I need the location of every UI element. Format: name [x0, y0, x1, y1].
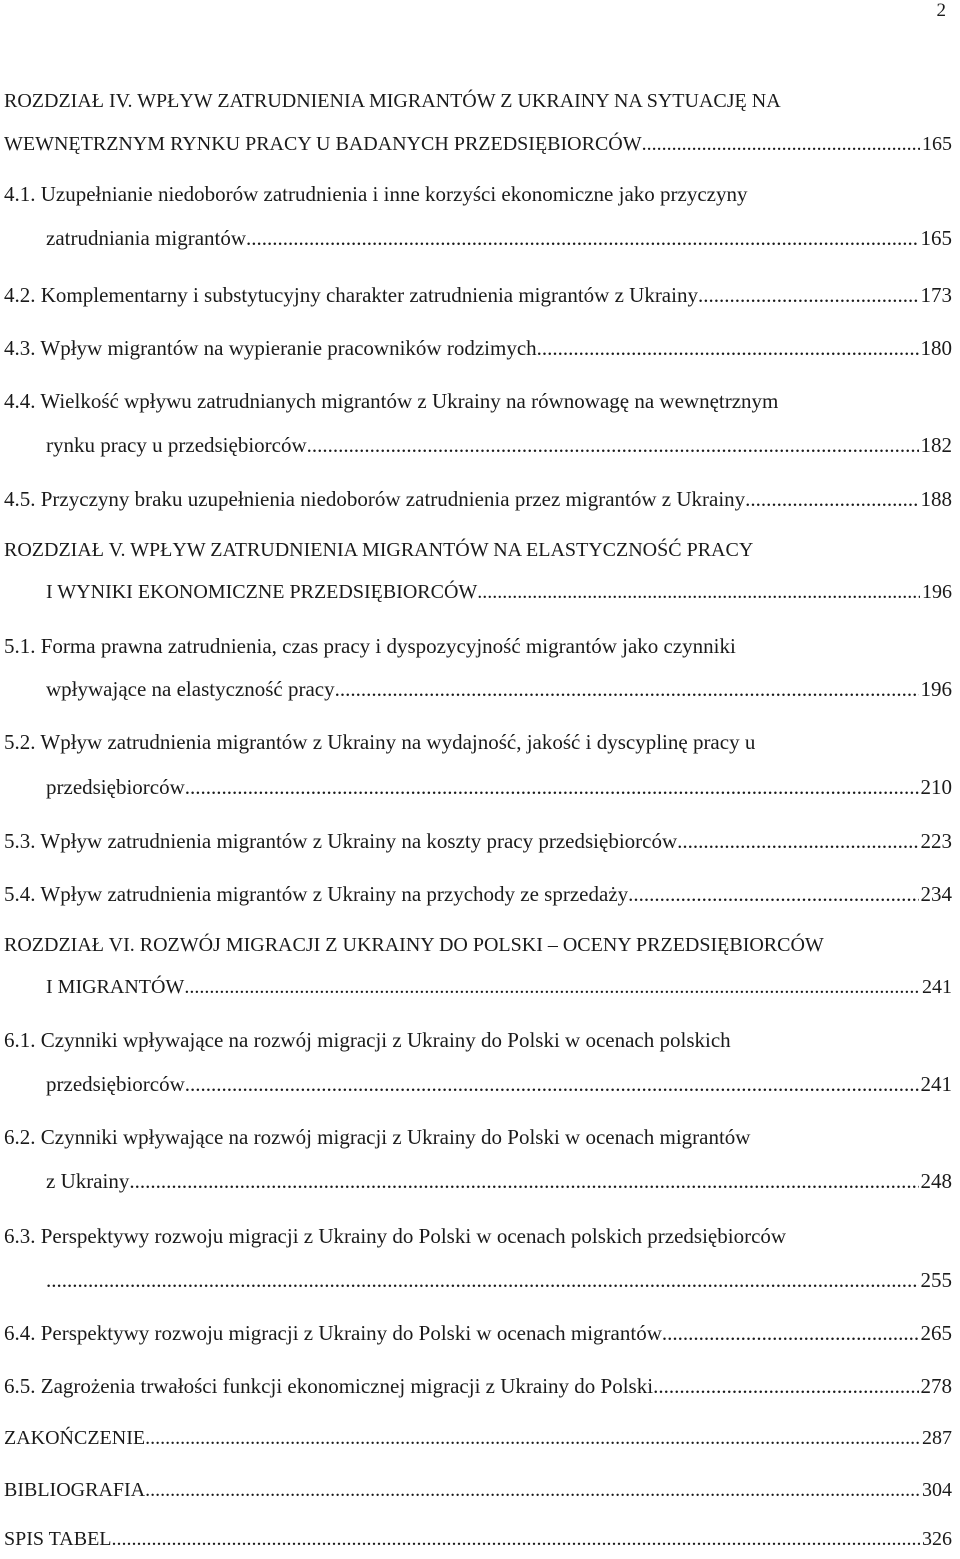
toc-entry-line[interactable]: [4, 133, 952, 156]
toc-page-number: 210: [920, 775, 952, 799]
toc-page-number: 287: [922, 1427, 952, 1449]
toc-entry-line[interactable]: [4, 1528, 952, 1551]
dot-leader: [307, 433, 919, 458]
toc-page-number: 278: [920, 1374, 952, 1398]
toc-entry-line: [4, 182, 748, 207]
dot-leader: [642, 133, 920, 156]
dot-leader: [145, 1479, 920, 1502]
toc-entry-line[interactable]: [4, 882, 952, 907]
toc-entry-title: 6.1. Czynniki wpływające na rozwój migracji z Ukrainy do Polski w ocenach polskich: [4, 1028, 731, 1052]
dot-leader: [537, 336, 919, 361]
toc-page-number: 173: [920, 283, 952, 307]
toc-entry-title: 4.4. Wielkość wpływu zatrudnianych migrantów z Ukrainy na równowagę na wewnętrznym: [4, 389, 779, 413]
toc-entry-line[interactable]: [4, 283, 952, 308]
toc-entry-title: 4.2. Komplementarny i substytucyjny charakter zatrudnienia migrantów z Ukrainy: [4, 283, 698, 307]
dot-leader: [662, 1321, 919, 1346]
dot-leader: [46, 1268, 919, 1293]
dot-leader: [112, 1528, 921, 1551]
toc-entry-line[interactable]: [46, 1072, 952, 1097]
toc-page-number: 165: [922, 133, 952, 155]
toc-entry-line[interactable]: [4, 336, 952, 361]
toc-entry-line: [4, 934, 824, 957]
toc-page-number: 165: [920, 226, 952, 250]
toc-entry-title: 5.2. Wpływ zatrudnienia migrantów z Ukrainy na wydajność, jakość i dyscyplinę pracy u: [4, 730, 756, 754]
toc-page-number: 223: [920, 829, 952, 853]
toc-entry-title: ROZDZIAŁ VI. ROZWÓJ MIGRACJI Z UKRAINY DO POLSKI – OCENY PRZEDSIĘBIORCÓW: [4, 934, 824, 956]
toc-page-number: 188: [920, 487, 952, 511]
toc-entry-line[interactable]: [4, 1374, 952, 1399]
toc-entry-title: I MIGRANTÓW: [46, 976, 185, 998]
dot-leader: [129, 1169, 918, 1194]
toc-page-number: 255: [920, 1268, 952, 1292]
toc-page-number: 326: [922, 1528, 952, 1550]
toc-page-number: 196: [920, 677, 952, 701]
toc-entry-title: rynku pracy u przedsiębiorców: [46, 433, 307, 457]
toc-entry-title: 5.3. Wpływ zatrudnienia migrantów z Ukrainy na koszty pracy przedsiębiorców: [4, 829, 678, 853]
toc-page-number: 234: [920, 882, 952, 906]
dot-leader: [184, 976, 920, 999]
toc-page-number: 241: [920, 1072, 952, 1096]
dot-leader: [246, 226, 918, 251]
toc-entry-line[interactable]: [4, 829, 952, 854]
toc-entry-line[interactable]: [4, 487, 952, 512]
toc-page-number: 182: [920, 433, 952, 457]
toc-entry-line: [4, 1028, 731, 1053]
toc-entry-line: [4, 1125, 750, 1150]
toc-page-number: 248: [920, 1169, 952, 1193]
dot-leader: [145, 1427, 920, 1450]
toc-page-number: 196: [922, 581, 952, 603]
toc-entry-line: [4, 90, 781, 113]
toc-entry-line: [4, 539, 753, 562]
dot-leader: [477, 581, 920, 604]
toc-entry-line: [4, 634, 736, 659]
dot-leader: [698, 283, 919, 308]
toc-entry-title: przedsiębiorców: [46, 775, 185, 799]
toc-entry-title: 5.1. Forma prawna zatrudnienia, czas pracy i dyspozycyjność migrantów jako czynniki: [4, 634, 736, 658]
dot-leader: [628, 882, 918, 907]
toc-entry-title: zatrudniania migrantów: [46, 226, 247, 250]
toc-entry-title: 6.5. Zagrożenia trwałości funkcji ekonomicznej migracji z Ukrainy do Polski: [4, 1374, 654, 1398]
toc-page-number: 241: [922, 976, 952, 998]
toc-entry-title: ROZDZIAŁ V. WPŁYW ZATRUDNIENIA MIGRANTÓW NA ELASTYCZNOŚĆ PRACY: [4, 539, 754, 561]
toc-entry-title: przedsiębiorców: [46, 1072, 185, 1096]
toc-entry-line[interactable]: [4, 1427, 952, 1450]
dot-leader: [653, 1374, 918, 1399]
toc-entry-line[interactable]: [4, 1321, 952, 1346]
dot-leader: [677, 829, 918, 854]
toc-entry-line[interactable]: [46, 581, 952, 604]
page-number: 2: [936, 0, 946, 21]
toc-page-number: 265: [920, 1321, 952, 1345]
toc-entry-line[interactable]: [46, 226, 952, 251]
toc-entry-line[interactable]: [46, 1268, 952, 1293]
toc-entry-title: 4.5. Przyczyny braku uzupełnienia niedoborów zatrudnienia przez migrantów z Ukrainy: [4, 487, 746, 511]
toc-entry-title: 6.4. Perspektywy rozwoju migracji z Ukrainy do Polski w ocenach migrantów: [4, 1321, 662, 1345]
toc-entry-title: 5.4. Wpływ zatrudnienia migrantów z Ukrainy na przychody ze sprzedaży: [4, 882, 629, 906]
toc-entry-title: ZAKOŃCZENIE: [4, 1427, 146, 1449]
dot-leader: [185, 1072, 919, 1097]
toc-entry-line[interactable]: [4, 1479, 952, 1502]
toc-entry-line[interactable]: [46, 775, 952, 800]
toc-entry-title: 4.1. Uzupełnianie niedoborów zatrudnienia i inne korzyści ekonomiczne jako przyczyny: [4, 182, 748, 206]
dot-leader: [335, 677, 919, 702]
toc-entry-title: BIBLIOGRAFIA: [4, 1479, 146, 1501]
toc-entry-line[interactable]: [46, 677, 952, 702]
toc-entry-title: wpływające na elastyczność pracy: [46, 677, 335, 701]
toc-entry-title: SPIS TABEL: [4, 1528, 112, 1550]
toc-entry-line[interactable]: [46, 1169, 952, 1194]
toc-entry-line: [4, 389, 778, 414]
toc-entry-title: 6.3. Perspektywy rozwoju migracji z Ukrainy do Polski w ocenach polskich przedsiębiorców: [4, 1224, 787, 1248]
toc-entry-title: ROZDZIAŁ IV. WPŁYW ZATRUDNIENIA MIGRANTÓW Z UKRAINY NA SYTUACJĘ NA: [4, 90, 781, 112]
toc-entry-title: 6.2. Czynniki wpływające na rozwój migracji z Ukrainy do Polski w ocenach migrantów: [4, 1125, 751, 1149]
toc-entry-title: z Ukrainy: [46, 1169, 130, 1193]
toc-page-number: 304: [922, 1479, 952, 1501]
toc-entry-line: [4, 1224, 786, 1249]
toc-entry-line[interactable]: [46, 433, 952, 458]
toc-entry-line[interactable]: [46, 976, 952, 999]
dot-leader: [745, 487, 918, 512]
toc-entry-title: WEWNĘTRZNYM RYNKU PRACY U BADANYCH PRZEDSIĘBIORCÓW: [4, 133, 642, 155]
toc-entry-title: I WYNIKI EKONOMICZNE PRZEDSIĘBIORCÓW: [46, 581, 478, 603]
toc-page-number: 180: [920, 336, 952, 360]
toc-entry-line: [4, 730, 755, 755]
dot-leader: [185, 775, 919, 800]
toc-entry-title: 4.3. Wpływ migrantów na wypieranie pracowników rodzimych: [4, 336, 537, 360]
